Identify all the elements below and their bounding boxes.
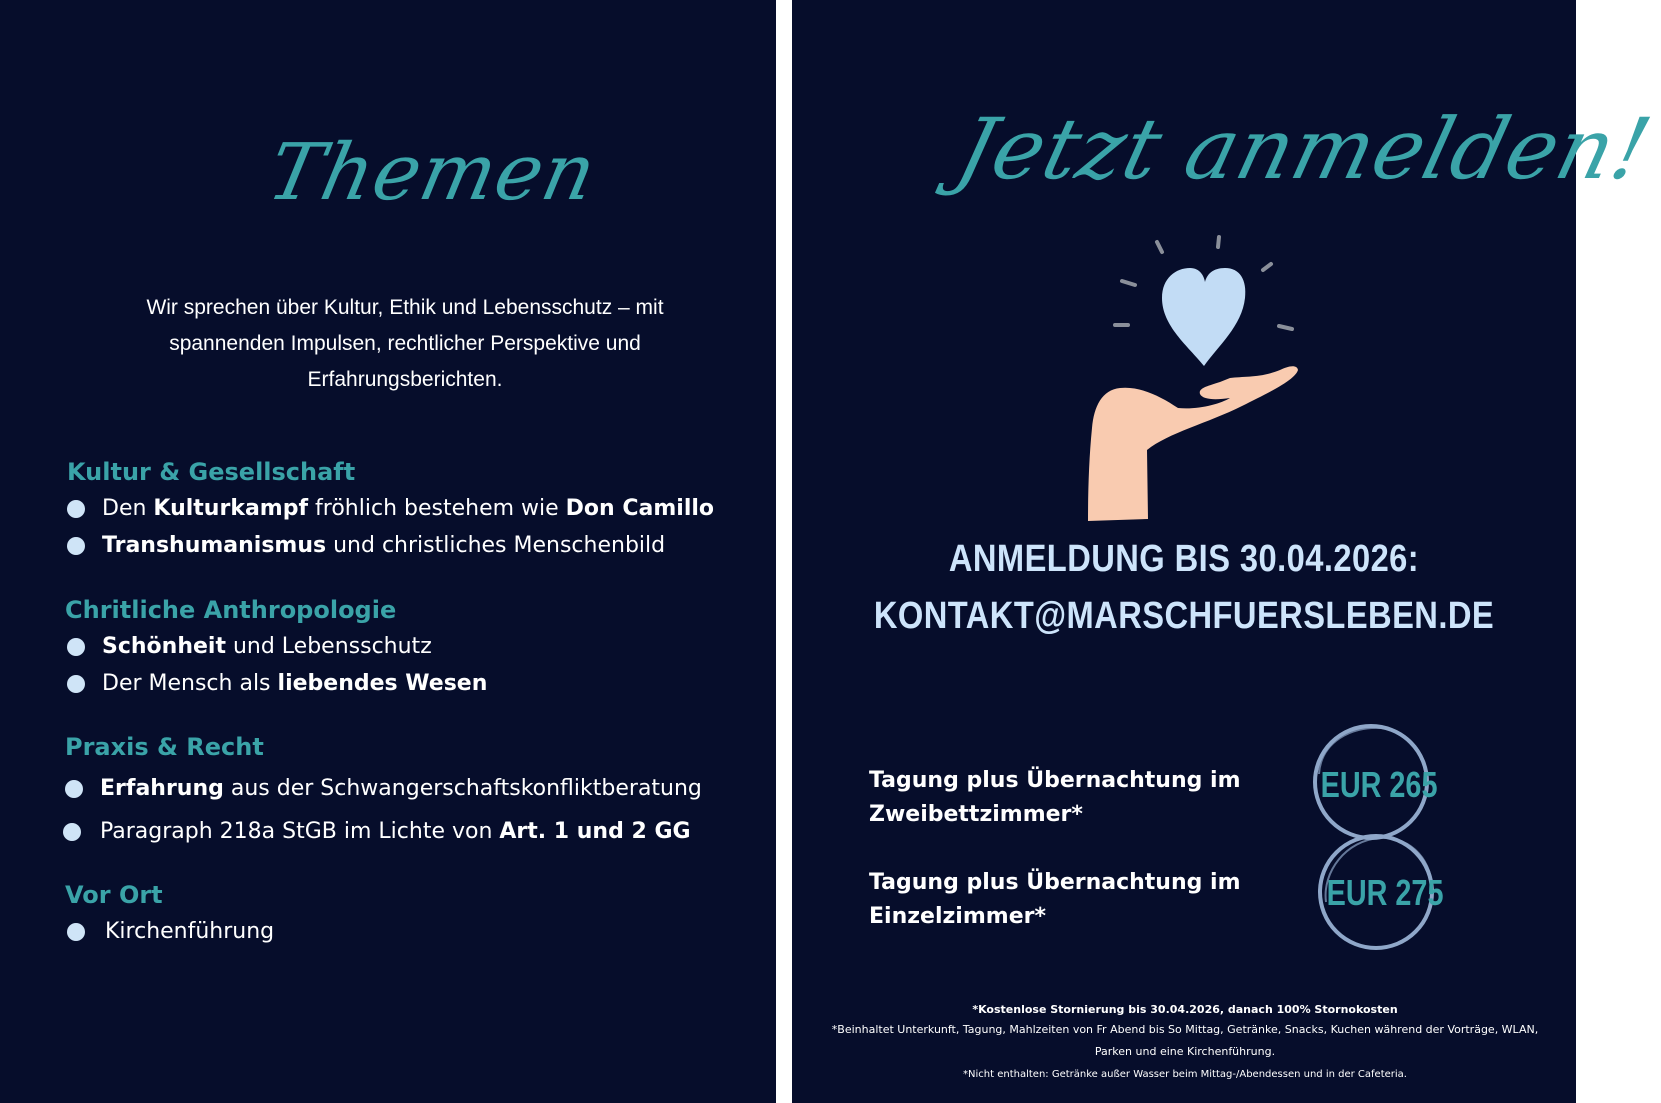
contact-email-link[interactable]: KONTAKT@MARSCHFUERSLEBEN.DE xyxy=(873,595,1495,637)
bullet-dot-icon xyxy=(67,500,85,518)
anmelden-title: Jetzt anmelden! xyxy=(947,100,1661,198)
bullet-dot-icon xyxy=(67,923,85,941)
item-text: Der Mensch als liebendes Wesen xyxy=(102,671,488,696)
list-item xyxy=(67,919,274,944)
hand-icon xyxy=(1088,366,1298,521)
intro-text: Wir sprechen über Kultur, Ethik und Lebensschutz – mit spannenden Impulsen, rechtlicher Perspektive und Erfahrungsberichten. xyxy=(146,296,664,391)
bullet-dot-icon xyxy=(67,537,85,555)
list-item xyxy=(67,533,665,558)
heart-icon xyxy=(1162,268,1245,366)
registration-deadline: ANMELDUNG BIS 30.04.2026: xyxy=(948,538,1420,580)
list-item xyxy=(67,634,432,659)
item-text: Erfahrung aus der Schwangerschaftskonfliktberatung xyxy=(100,776,702,801)
item-text: Schönheit und Lebensschutz xyxy=(102,634,432,659)
price-label-einzel: Tagung plus Übernachtung im Einzelzimmer* xyxy=(869,870,1241,929)
footnote-cancellation: *Kostenlose Stornierung bis 30.04.2026, danach 100% Stornokosten xyxy=(972,1003,1398,1016)
themen-title: Themen xyxy=(260,128,605,218)
section-heading-kultur: Kultur & Gesellschaft xyxy=(67,458,356,486)
list-item xyxy=(65,776,702,801)
list-item xyxy=(63,819,691,844)
price-label-zweibett: Tagung plus Übernachtung im Zweibettzimmer* xyxy=(869,768,1241,827)
footnote-excluded: *Nicht enthalten: Getränke außer Wasser beim Mittag-/Abendessen und in der Cafeteria. xyxy=(963,1069,1407,1080)
list-item xyxy=(67,671,487,696)
bullet-dot-icon xyxy=(67,675,85,693)
price-value-zweibett: EUR 265 xyxy=(1320,764,1438,805)
section-heading-praxis: Praxis & Recht xyxy=(65,733,264,761)
item-text: Kirchenführung xyxy=(105,919,275,944)
heart-hand-illustration xyxy=(1080,228,1310,528)
item-text: Den Kulturkampf fröhlich bestehem wie Don Camillo xyxy=(102,496,715,521)
list-item xyxy=(67,496,714,521)
item-text: Transhumanismus und christliches Menschenbild xyxy=(102,533,666,558)
bullet-dot-icon xyxy=(63,823,81,841)
section-heading-anthropologie: Chritliche Anthropologie xyxy=(65,596,397,624)
bullet-dot-icon xyxy=(67,638,85,656)
item-text: Paragraph 218a StGB im Lichte von Art. 1 und 2 GG xyxy=(100,819,691,844)
footnote-included: *Beinhaltet Unterkunft, Tagung, Mahlzeiten von Fr Abend bis So Mittag, Getränke, Snacks, Kuchen während der Vorträge, WLAN, Parken und eine Kirchenführung. xyxy=(831,1023,1539,1058)
bullet-dot-icon xyxy=(65,780,83,798)
price-value-einzel: EUR 275 xyxy=(1326,872,1444,913)
section-heading-vor-ort: Vor Ort xyxy=(65,881,163,909)
